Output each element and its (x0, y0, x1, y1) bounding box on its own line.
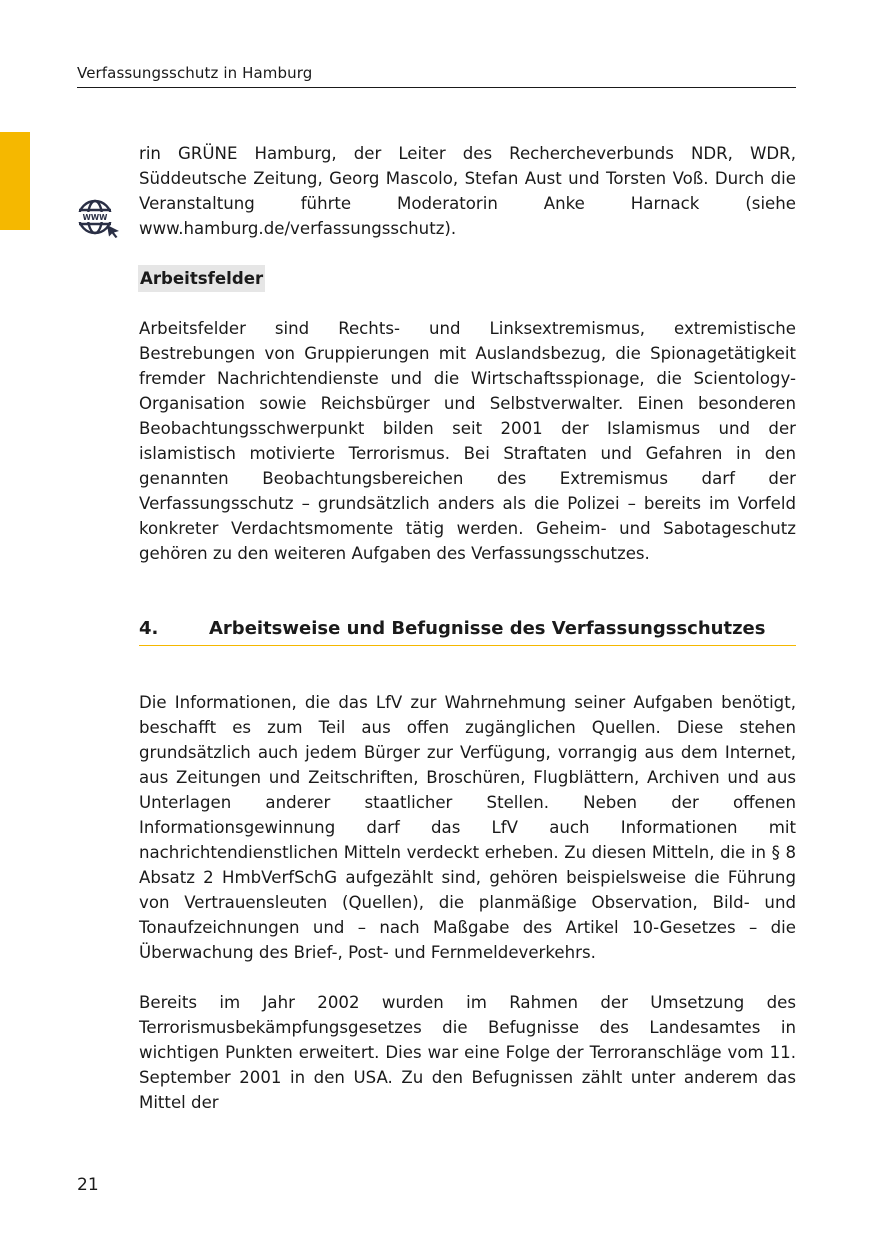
header-divider (77, 87, 796, 88)
svg-text:WWW: WWW (82, 213, 108, 222)
paragraph-2002 (139, 990, 796, 1115)
www-globe-cursor-icon (76, 198, 122, 238)
running-header: Verfassungsschutz in Hamburg (77, 64, 313, 82)
heading-arbeitsfelder: Arbeitsfelder (138, 265, 265, 292)
page-number: 21 (77, 1175, 99, 1195)
chapter-side-tab (0, 132, 30, 230)
paragraph-arbeitsfelder (139, 316, 796, 566)
paragraph-arbeitsfelder-text: Arbeitsfelder sind Rechts- und Linksextremismus, extremistische Bestrebungen von Gruppierungen mit Auslandsbezug, die Spionagetätigkeit fremder Nachrichtendienste und die Wirtschaftsspionage, die Scientology-Organisation sowie Reichsbürger und Selbstverwalter. Einen besonderen Beobachtungsschwerpunkt bilden seit 2001 der Islamismus und der islamistisch motivierte Terrorismus. Bei Straftaten und Gefahren in den genannten Beobachtungsbereichen des Extremismus darf der Verfassungsschutz – grundsätzlich anders als die Polizei – bereits im Vorfeld konkreter Verdachtsmomente tätig werden. Geheim- und Sabotageschutz gehören zu den weiteren Aufgaben des Verfassungsschutzes. (139, 319, 796, 563)
section-divider (139, 645, 796, 646)
paragraph-intro-text: rin GRÜNE Hamburg, der Leiter des Rechercheverbunds NDR, WDR, Süddeutsche Zeitung, Georg Mascolo, Stefan Aust und Torsten Voß. Durch die Veranstaltung führte Moderatorin Anke Harnack (siehe www.hamburg.de/verfassungsschutz). (139, 144, 796, 238)
paragraph-informationen-text: Die Informationen, die das LfV zur Wahrnehmung seiner Aufgaben benötigt, beschafft es zum Teil aus offen zugänglichen Quellen. Diese stehen grundsätzlich auch jedem Bürger zur Verfügung, vorrangig aus dem Internet, aus Zeitungen und Zeitschriften, Broschüren, Flugblättern, Archiven und aus Unterlagen anderer staatlicher Stellen. Neben der offenen Informationsgewinnung darf das LfV auch Informationen mit nachrichtendienstlichen Mitteln verdeckt erheben. Zu diesen Mitteln, die in § 8 Absatz 2 HmbVerfSchG aufgezählt sind, gehören beispielsweise die Führung von Vertrauensleuten (Quellen), die planmäßige Observation, Bild- und Tonaufzeichnungen und – nach Maßgabe des Artikel 10-Gesetzes – die Überwachung des Brief-, Post- und Fernmeldeverkehrs. (139, 693, 796, 962)
paragraph-informationen (139, 690, 796, 965)
paragraph-2002-text: Bereits im Jahr 2002 wurden im Rahmen der Umsetzung des Terrorismusbekämpfungsgesetzes die Befugnisse des Landesamtes in wichtigen Punkten erweitert. Dies war eine Folge der Terroranschläge vom 11. September 2001 in den USA. Zu den Befugnissen zählt unter anderem das Mittel der (139, 993, 796, 1112)
section-number: 4. (139, 618, 159, 639)
paragraph-intro (139, 141, 796, 241)
section-title: Arbeitsweise und Befugnisse des Verfassungsschutzes (209, 618, 766, 639)
